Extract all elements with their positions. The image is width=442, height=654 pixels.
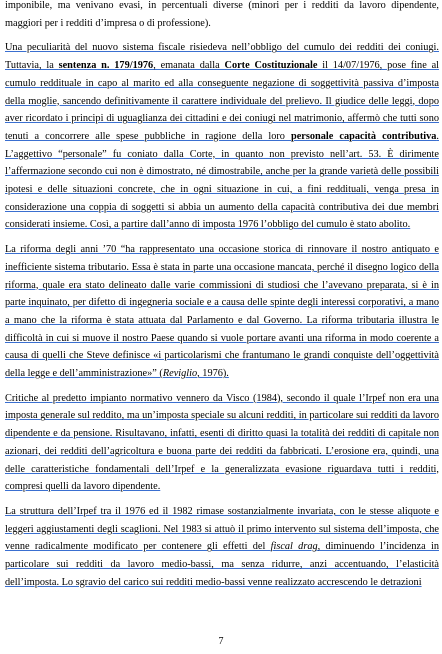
paragraph-0 (5, 0, 439, 32)
italic-text: Reviglio (162, 368, 198, 380)
text-run: Critiche al predetto impianto normativo vennero da Visco (1984), secondo il quale l’Irpef non era una imposta generale sul reddito, ma un’imposta speciale su alcuni redditi, in particolare sui redditi da lavoro dipendente e da pensione. Risultavano, infatti, esenti di diritto quasi la totalità dei redditi di capitale non azionari, dei redditi dell’agricoltura e buona parte dei redditi da fabbricati. L’erosione era, quindi, una delle caratteristiche fondamentali dell’Irpef e la generalizzata evasione riguardava tutti i redditi, compresi quelli da lavoro dipendente. (5, 392, 439, 493)
text-run: , diminuendo l’incidenza in particolare sui redditi da lavoro medio-bassi, ma senza ridurre, anzi accentuando, l’elasticità dell’imposta. Lo sgravio del carico sui redditi medio-bassi venne realizzato accrescendo le detrazioni (5, 541, 439, 588)
bold-text: Corte Costituzionale (224, 60, 318, 72)
text-run: La struttura dell’Irpef tra il 1976 ed il 1982 rimase sostanzialmente invariata, con le stesse aliquote e leggeri aggiustamenti degli scaglioni. Nel 1983 si attuò il primo intervento sul sistema dell’imposta, che venne radicalmente modificato per contenere gli effetti del (5, 505, 439, 553)
italic-text: fiscal drag (270, 541, 318, 553)
bold-text: sentenza n. 179/1976 (58, 60, 154, 72)
text-run: , emanata dalla (153, 60, 225, 72)
paragraph-3 (5, 390, 439, 496)
text-run: imponibile, ma venivano evasi, in percentuali diverse (minori per i redditi da lavoro dipendente, maggiori per i redditi d’impresa o di professione). (5, 0, 439, 29)
text-run: , 1976). (197, 368, 229, 380)
bold-text: personale capacità contributiva (291, 130, 437, 142)
paragraph-4 (5, 503, 439, 592)
paragraph-1 (5, 39, 439, 234)
page-number: 7 (218, 636, 224, 647)
page-body (5, 0, 439, 599)
text-run: il 14/07/1976, pose fine al cumulo reddituale in capo al marito ed alla conseguente negazione di soggettività passiva d’imposta della moglie, sancendo definitivamente il carattere individuale del prelievo. Il giudice delle leggi, dopo aver ricordato i principi di uguaglianza dei cittadini e dei coniugi nel matrimonio, affermò che tutti sono tenuti a concorrere alle spese pubbliche in ragione della loro (5, 60, 440, 142)
paragraph-2 (5, 241, 439, 383)
text-run: . L’aggettivo “personale” fu coniato dalla Corte, in quanto non previsto nell’art. 53. È dirimente l’affermazione secondo cui non è dimostrato, né dimostrabile, anche per la grande varietà delle possibili ipotesi e delle situazioni concrete, che in ogni situazione in cui, a fini reddituali, venga presa in considerazione una coppia di soggetti si abbia un aumento della capacità contributiva dei due membri considerati insieme. Così, a partire dall’anno di imposta 1976 l’obbligo del cumulo è stato abolito. (5, 130, 439, 231)
text-run: Una peculiarità del nuovo sistema fiscale risiedeva nell’obbligo del cumulo dei redditi dei coniugi. Tuttavia, la (5, 42, 439, 72)
text-run: La riforma degli anni ’70 “ha rappresentato una occasione storica di rinnovare il nostro antiquato e inefficiente sistema tributario. Essa è stata in parte una occasione mancata, perché il disegno logico della riforma, quale era stato delineato dalle varie commissioni di studiosi che l’avevano preparata, si è in parte inquinato, per difetto di ingegneria sociale e a causa delle spinte degli interessi corporativi, a mano a mano che la riforma è stata attuata dal Parlamento e dal Governo. La riforma tributaria illustra le difficoltà in cui si muove il nostro Paese quando si vuole portare avanti una riforma in modo coerente a causa di quelli che Steve definisce «i particolarismi che frantumano le grandi conquiste dell’oggettività della legge e dell’amministrazione»” ( (5, 244, 439, 380)
